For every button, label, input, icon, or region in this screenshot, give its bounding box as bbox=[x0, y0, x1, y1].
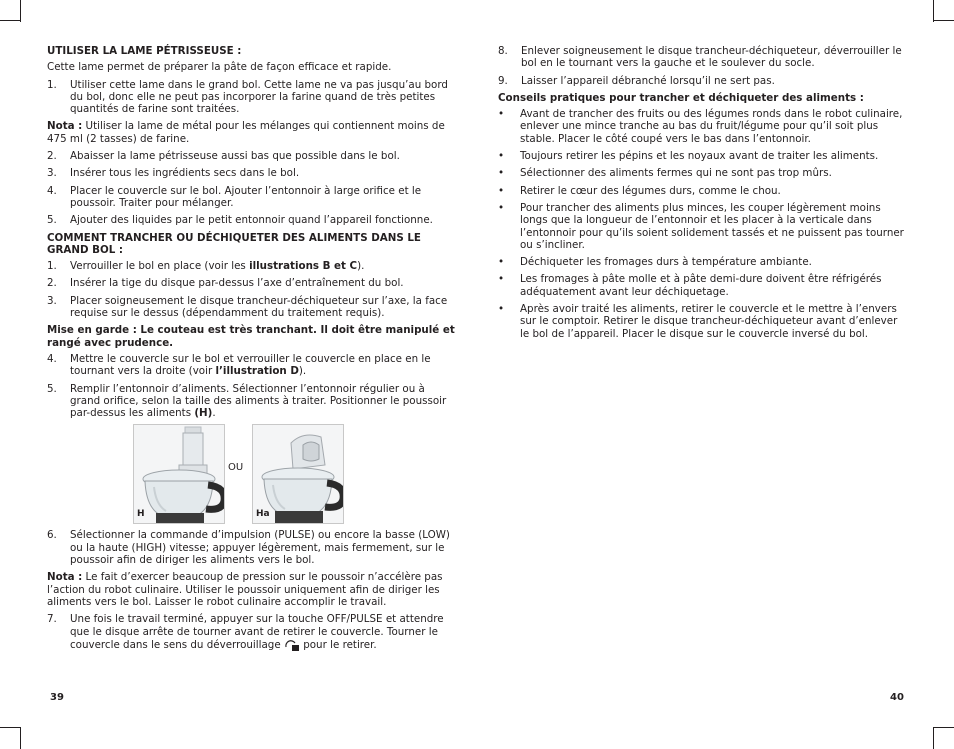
text-run: Remplir l’entonnoir d’aliments. Sélectionner l’entonnoir régulier ou à grand orifice, selon la taille des aliments à traiter. Positionner le poussoir par-dessus les aliments bbox=[70, 382, 447, 420]
bullet-text: Les fromages à pâte molle et à pâte demi-dure doivent être réfrigérés adéquatement avant leur déchiquetage. bbox=[520, 273, 882, 298]
text-run: ). bbox=[298, 365, 307, 378]
section-heading: Conseils pratiques pour trancher et déchiqueter des aliments : bbox=[498, 91, 864, 104]
bullet-mark: • bbox=[498, 303, 505, 316]
bullet-mark: • bbox=[498, 167, 505, 180]
note-label: Nota : bbox=[47, 120, 83, 133]
crop-mark bbox=[0, 20, 20, 21]
list-text: Abaisser la lame pétrisseuse aussi bas que possible dans le bol. bbox=[70, 150, 400, 163]
bold-reference: (H) bbox=[194, 407, 213, 420]
list-number: 8. bbox=[498, 45, 508, 57]
warning-paragraph: Mise en garde : Le couteau est très tranchant. Il doit être manipulé et rangé avec prudence. bbox=[47, 324, 455, 349]
note-paragraph bbox=[47, 571, 457, 608]
note-text: Utiliser la lame de métal pour les mélanges qui contiennent moins de 475 ml (2 tasses) de farine. bbox=[47, 120, 445, 145]
bold-reference: illustrations B et C bbox=[249, 260, 358, 273]
list-text bbox=[70, 353, 457, 378]
bullet-mark: • bbox=[498, 201, 505, 214]
section-heading: UTILISER LA LAME PÉTRISSEUSE : bbox=[47, 45, 242, 57]
list-number: 1. bbox=[47, 78, 57, 91]
bullet-text: Pour trancher des aliments plus minces, les couper légèrement moins longs que la longueur de l’entonnoir et les placer à la verticale dans l’entonnoir pour qu’ils soient solidement tassés et ne puissent pas tourner ou s’incliner. bbox=[520, 201, 904, 251]
crop-mark bbox=[20, 727, 21, 749]
list-item bbox=[47, 383, 457, 420]
illustration-label: Ha bbox=[256, 509, 270, 520]
illustration-row bbox=[47, 424, 457, 524]
list-item bbox=[47, 295, 457, 320]
page-number-left: 39 bbox=[50, 692, 64, 703]
list-item bbox=[47, 167, 457, 179]
list-item bbox=[498, 75, 908, 87]
list-text: Ajouter des liquides par le petit entonnoir quand l’appareil fonctionne. bbox=[70, 214, 433, 227]
note-label: Nota : bbox=[47, 571, 83, 584]
list-item bbox=[47, 260, 457, 272]
bullet-item bbox=[498, 108, 908, 145]
bold-reference: l’illustration D bbox=[215, 365, 299, 378]
text-run: Verrouiller le bol en place (voir les bbox=[70, 260, 250, 273]
list-item bbox=[47, 529, 457, 566]
bullet-mark: • bbox=[498, 108, 505, 121]
list-number: 5. bbox=[47, 382, 57, 395]
list-item bbox=[47, 79, 457, 116]
bullet-text: Retirer le cœur des légumes durs, comme le chou. bbox=[520, 184, 781, 197]
list-number: 5. bbox=[47, 214, 57, 227]
list-item bbox=[47, 277, 457, 289]
bullet-text: Déchiqueter les fromages durs à température ambiante. bbox=[520, 256, 812, 269]
list-number: 4. bbox=[47, 352, 57, 365]
bullet-item bbox=[498, 185, 908, 197]
bullet-text: Toujours retirer les pépins et les noyaux avant de traiter les aliments. bbox=[520, 150, 879, 163]
list-number: 9. bbox=[498, 74, 508, 87]
list-item bbox=[47, 353, 457, 378]
text-run: pour le retirer. bbox=[299, 638, 377, 651]
crop-mark bbox=[933, 0, 934, 22]
bullet-item bbox=[498, 273, 908, 298]
list-text bbox=[70, 383, 457, 420]
list-number: 4. bbox=[47, 184, 57, 197]
text-run: Mettre le couvercle sur le bol et verrouiller le couvercle en place en le tournant vers la droite (voir bbox=[70, 352, 431, 378]
list-number: 2. bbox=[47, 277, 57, 290]
list-text: Placer soigneusement le disque trancheur-déchiqueteur sur l’axe, la face requise sur le dessus (dépendamment du traitement requis). bbox=[70, 294, 448, 320]
list-text: Sélectionner la commande d’impulsion (PULSE) ou encore la basse (LOW) ou la haute (HIGH) vitesse; appuyer légèrement, mais fermement, sur le poussoir afin de diriger les aliments vers le bol. bbox=[70, 529, 450, 567]
text-run: Une fois le travail terminé, appuyer sur la touche OFF/PULSE et attendre que le disque arrête de tourner avant de retirer le couvercle. Tourner le couvercle dans le sens du déverrouillage bbox=[70, 613, 444, 651]
list-number: 3. bbox=[47, 167, 57, 180]
right-page-column bbox=[498, 45, 908, 345]
food-processor-regular-chute-image bbox=[134, 425, 224, 523]
illustration-label: H bbox=[137, 509, 145, 520]
list-text: Laisser l’appareil débranché lorsqu’il ne sert pas. bbox=[521, 74, 775, 87]
list-number: 1. bbox=[47, 260, 57, 273]
bullet-mark: • bbox=[498, 273, 505, 286]
list-text bbox=[70, 260, 457, 272]
note-paragraph bbox=[47, 120, 457, 145]
bullet-item bbox=[498, 303, 908, 340]
list-item bbox=[47, 150, 457, 162]
illustration-separator: OU bbox=[228, 462, 244, 474]
list-text: Insérer tous les ingrédients secs dans le bol. bbox=[70, 167, 300, 180]
bullet-mark: • bbox=[498, 256, 505, 269]
crop-mark bbox=[934, 20, 954, 21]
bullet-mark: • bbox=[498, 184, 505, 197]
bullet-item bbox=[498, 256, 908, 268]
text-run: ). bbox=[357, 260, 365, 273]
bullet-item bbox=[498, 167, 908, 179]
bullet-mark: • bbox=[498, 150, 505, 163]
list-text: Utiliser cette lame dans le grand bol. Cette lame ne va pas jusqu’au bord du bol, donc elle ne peut pas incorporer la farine quand de très petites quantités de farine sont traitées. bbox=[70, 78, 448, 116]
list-text: Placer le couvercle sur le bol. Ajouter l’entonnoir à large orifice et le poussoir. Traiter pour mélanger. bbox=[70, 184, 422, 209]
list-number: 7. bbox=[47, 613, 57, 626]
list-item bbox=[47, 214, 457, 226]
unlock-rotate-icon bbox=[284, 638, 300, 651]
list-item bbox=[498, 45, 908, 70]
crop-mark bbox=[934, 727, 954, 728]
list-text: Insérer la tige du disque par-dessus l’axe d’entraînement du bol. bbox=[70, 277, 404, 290]
crop-mark bbox=[0, 727, 20, 728]
left-page-column bbox=[47, 45, 457, 656]
note-text: Le fait d’exercer beaucoup de pression sur le poussoir n’accélère pas l’action du robot culinaire. Utiliser le poussoir uniquement afin de diriger les aliments vers le bol. Laisser le robot culinaire accomplir le travail. bbox=[47, 571, 443, 608]
paragraph: Cette lame permet de préparer la pâte de façon efficace et rapide. bbox=[47, 61, 392, 74]
list-number: 6. bbox=[47, 529, 57, 542]
bullet-text: Après avoir traité les aliments, retirer le couvercle et le mettre à l’envers sur le comptoir. Retirer le disque trancheur-déchiqueteur avant d’enlever le bol de l’appareil. Placer le disque sur le couvercle inversé du bol. bbox=[520, 303, 898, 340]
illustration-ha bbox=[252, 424, 344, 524]
bullet-item bbox=[498, 150, 908, 162]
list-item bbox=[47, 185, 457, 210]
text-run: . bbox=[212, 407, 216, 420]
list-number: 3. bbox=[47, 294, 57, 307]
section-heading: COMMENT TRANCHER OU DÉCHIQUETER DES ALIMENTS DANS LE GRAND BOL : bbox=[47, 231, 421, 256]
page-number-right: 40 bbox=[890, 692, 904, 703]
illustration-h bbox=[133, 424, 225, 524]
bullet-text: Sélectionner des aliments fermes qui ne sont pas trop mûrs. bbox=[520, 167, 832, 180]
list-item bbox=[47, 613, 457, 651]
list-text bbox=[70, 613, 457, 651]
list-text: Enlever soigneusement le disque trancheur-déchiqueteur, déverrouiller le bol en le tournant vers la gauche et le soulever du socle. bbox=[521, 45, 902, 70]
list-number: 2. bbox=[47, 150, 57, 163]
crop-mark bbox=[20, 0, 21, 22]
bullet-text: Avant de trancher des fruits ou des légumes ronds dans le robot culinaire, enlever une mince tranche au bas du fruit/légume pour qu’il soit plus stable. Placer le côté coupé vers le bas dans l’entonnoir. bbox=[520, 108, 903, 145]
bullet-item bbox=[498, 202, 908, 251]
crop-mark bbox=[933, 727, 934, 749]
